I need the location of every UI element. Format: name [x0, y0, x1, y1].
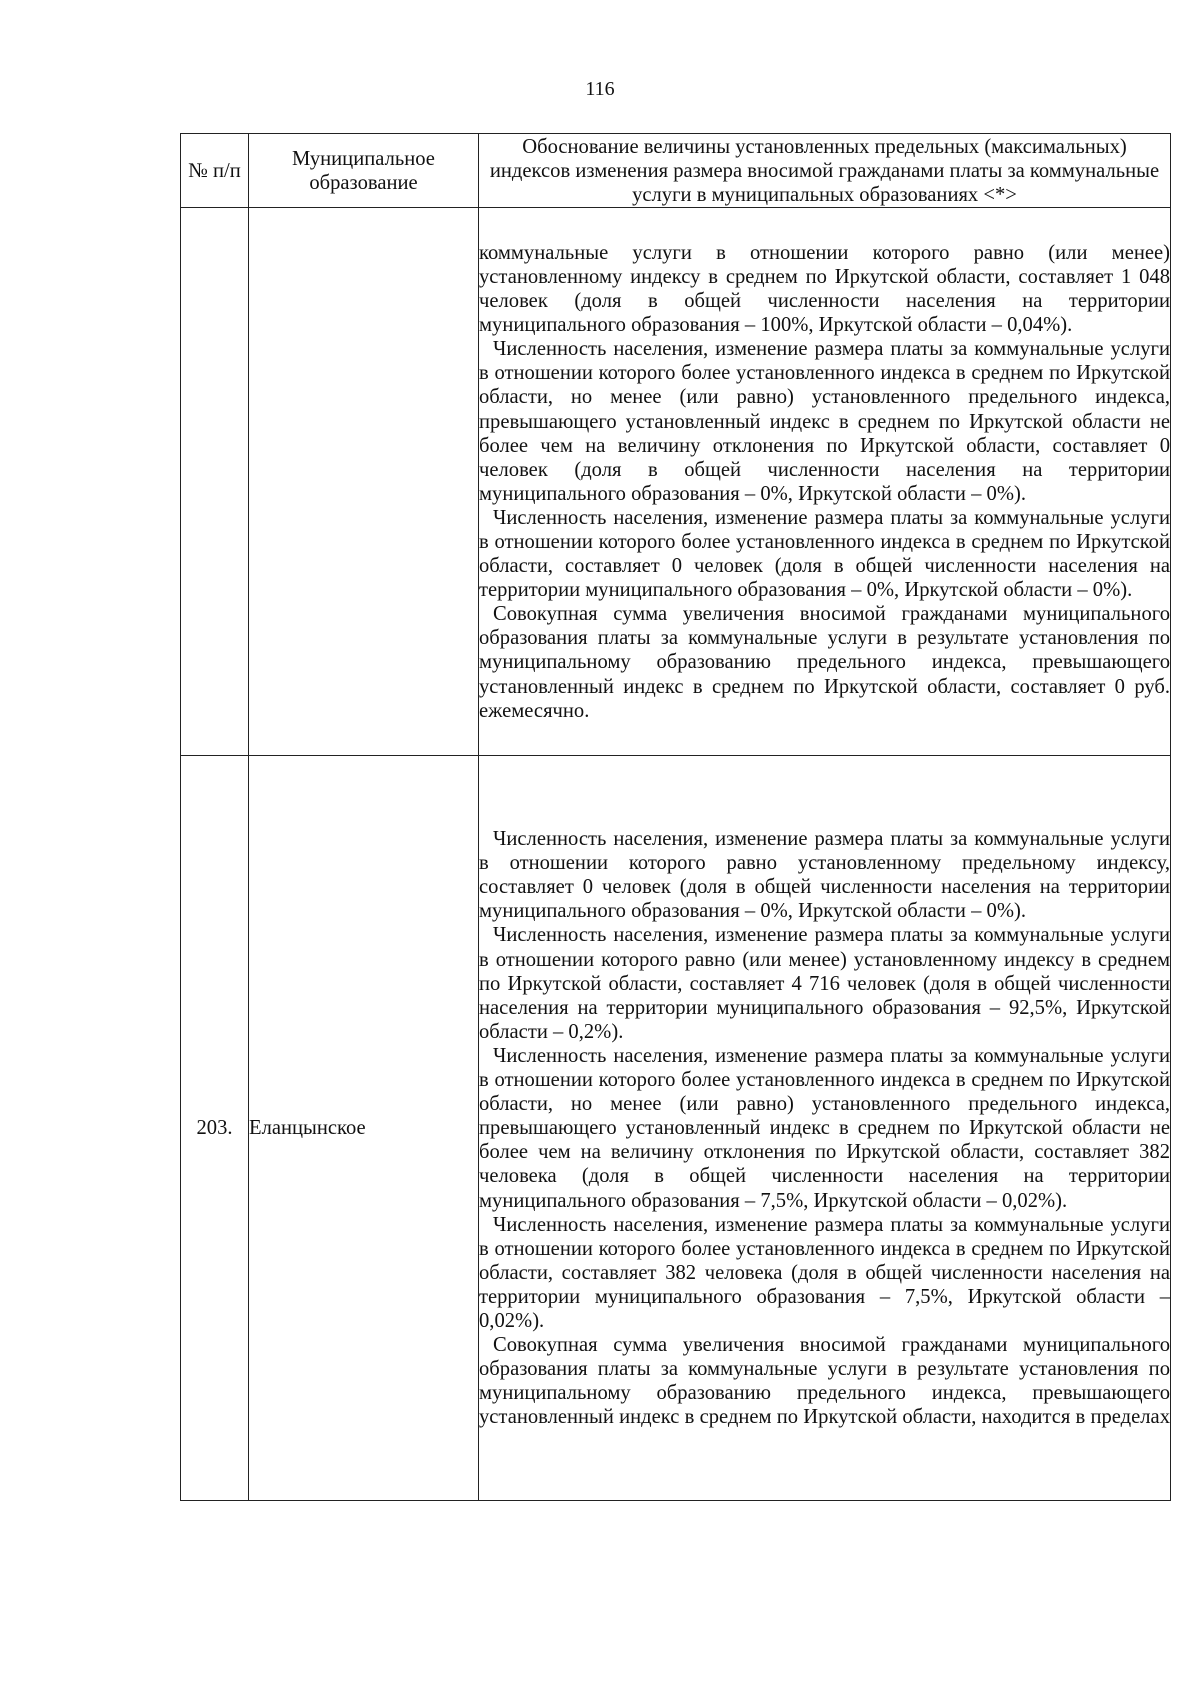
justification-paragraph: Численность населения, изменение размера платы за коммунальные услуги в отношении которого более установленного индекса в среднем по Иркутской области, составляет 382 человека (доля в общей численности населения на территории муниципального образования – 7,5%, Иркутской области – 0,02%).: [479, 1213, 1170, 1332]
header-number: № п/п: [181, 134, 249, 208]
justification-paragraph: коммунальные услуги в отношении которого равно (или менее) установленному индексу в среднем по Иркутской области, составляет 1 048 человек (доля в общей численности населения на территории муниципального образования – 100%, Иркутской области – 0,04%).: [479, 241, 1170, 337]
header-municipality: Муниципальное образование: [249, 134, 479, 208]
table-row: [181, 208, 1171, 756]
table-row: [181, 756, 1171, 1501]
justification-paragraph: Численность населения, изменение размера платы за коммунальные услуги в отношении которого более установленного индекса в среднем по Иркутской области, составляет 0 человек (доля в общей численности населения на территории муниципального образования – 0%, Иркутской области – 0%).: [479, 506, 1170, 602]
justification-paragraph: Совокупная сумма увеличения вносимой гражданами муниципального образования платы за коммунальные услуги в результате установления по муниципальному образованию предельного индекса, превышающего установленный индекс в среднем по Иркутской области, составляет 0 руб. ежемесячно.: [479, 603, 1170, 722]
header-row: [181, 134, 1171, 208]
justification-paragraph: Численность населения, изменение размера платы за коммунальные услуги в отношении которого более установленного индекса в среднем по Иркутской области, но менее (или равно) установленного предельного индекса, превышающего установленный индекс в среднем по Иркутской области не более чем на величину отклонения по Иркутской области, составляет 0 человек (доля в общей численности населения на территории муниципального образования – 0%, Иркутской области – 0%).: [479, 338, 1170, 505]
justification-paragraph: Численность населения, изменение размера платы за коммунальные услуги в отношении которого равно установленному предельному индексу, составляет 0 человек (доля в общей численности населения на территории муниципального образования – 0%, Иркутской области – 0%).: [479, 828, 1170, 923]
row-number: [181, 208, 249, 756]
row-justification: [479, 208, 1171, 756]
justification-paragraph: Численность населения, изменение размера платы за коммунальные услуги в отношении которого более установленного индекса в среднем по Иркутской области, но менее (или равно) установленного предельного индекса, превышающего установленный индекс в среднем по Иркутской области не более чем на величину отклонения по Иркутской области, составляет 382 человека (доля в общей численности населения на территории муниципального образования – 7,5%, Иркутской области – 0,02%).: [479, 1044, 1170, 1212]
row-number: 203.: [181, 756, 249, 1501]
row-justification: [479, 756, 1171, 1501]
justification-paragraph: Совокупная сумма увеличения вносимой гражданами муниципального образования платы за коммунальные услуги в результате установления по муниципальному образованию предельного индекса, превышающего установленный индекс в среднем по Иркутской области, находится в пределах: [479, 1334, 1170, 1429]
justification-paragraph: Численность населения, изменение размера платы за коммунальные услуги в отношении которого равно (или менее) установленному индексу в среднем по Иркутской области, составляет 4 716 человек (доля в общей численности населения на территории муниципального образования – 92,5%, Иркутской области – 0,2%).: [479, 924, 1170, 1043]
header-justification: Обоснование величины установленных предельных (максимальных) индексов изменения размера вносимой гражданами платы за коммунальные услуги в муниципальных образованиях <*>: [479, 134, 1171, 208]
justification-table: [180, 133, 1171, 1501]
row-municipality: Еланцынское: [249, 756, 479, 1501]
page-number: 116: [585, 78, 615, 100]
row-municipality: [249, 208, 479, 756]
table-header: [181, 134, 1171, 208]
